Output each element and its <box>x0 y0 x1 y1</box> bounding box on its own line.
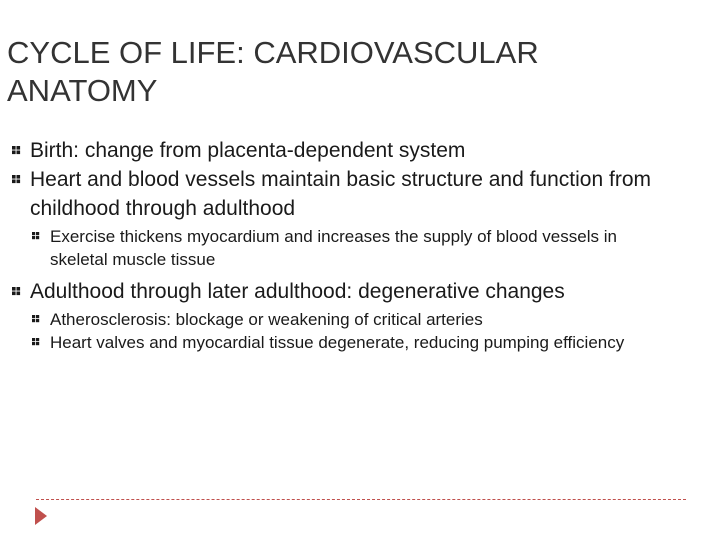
footer-divider <box>36 499 686 500</box>
bullet-item <box>12 136 652 165</box>
title-line-2: ANATOMY <box>7 73 158 108</box>
sub-bullet-item <box>12 308 652 331</box>
slide-title <box>7 34 647 110</box>
slide-content <box>12 136 652 354</box>
bullet-text: Birth: change from placenta-dependent system <box>30 139 466 162</box>
square-bullet-icon <box>32 315 40 323</box>
title-line-1: CYCLE OF LIFE: CARDIOVASCULAR <box>7 35 539 70</box>
sub-bullet-item <box>12 225 652 271</box>
sub-bullet-text: Heart valves and myocardial tissue degenerate, reducing pumping efficiency <box>50 333 625 352</box>
bullet-item <box>12 165 652 223</box>
sub-bullet-text: Exercise thickens myocardium and increases the supply of blood vessels in skeletal muscle tissue <box>50 227 617 269</box>
square-bullet-icon <box>12 175 21 184</box>
sub-bullet-text: Atherosclerosis: blockage or weakening of critical arteries <box>50 310 483 329</box>
square-bullet-icon <box>32 232 40 240</box>
square-bullet-icon <box>12 146 21 155</box>
sub-bullet-item <box>12 331 652 354</box>
bullet-text: Adulthood through later adulthood: degenerative changes <box>30 280 565 303</box>
square-bullet-icon <box>32 338 40 346</box>
bullet-text: Heart and blood vessels maintain basic structure and function from childhood through adulthood <box>30 168 651 220</box>
bullet-item <box>12 277 652 306</box>
play-arrow-icon[interactable] <box>34 505 48 527</box>
square-bullet-icon <box>12 287 21 296</box>
